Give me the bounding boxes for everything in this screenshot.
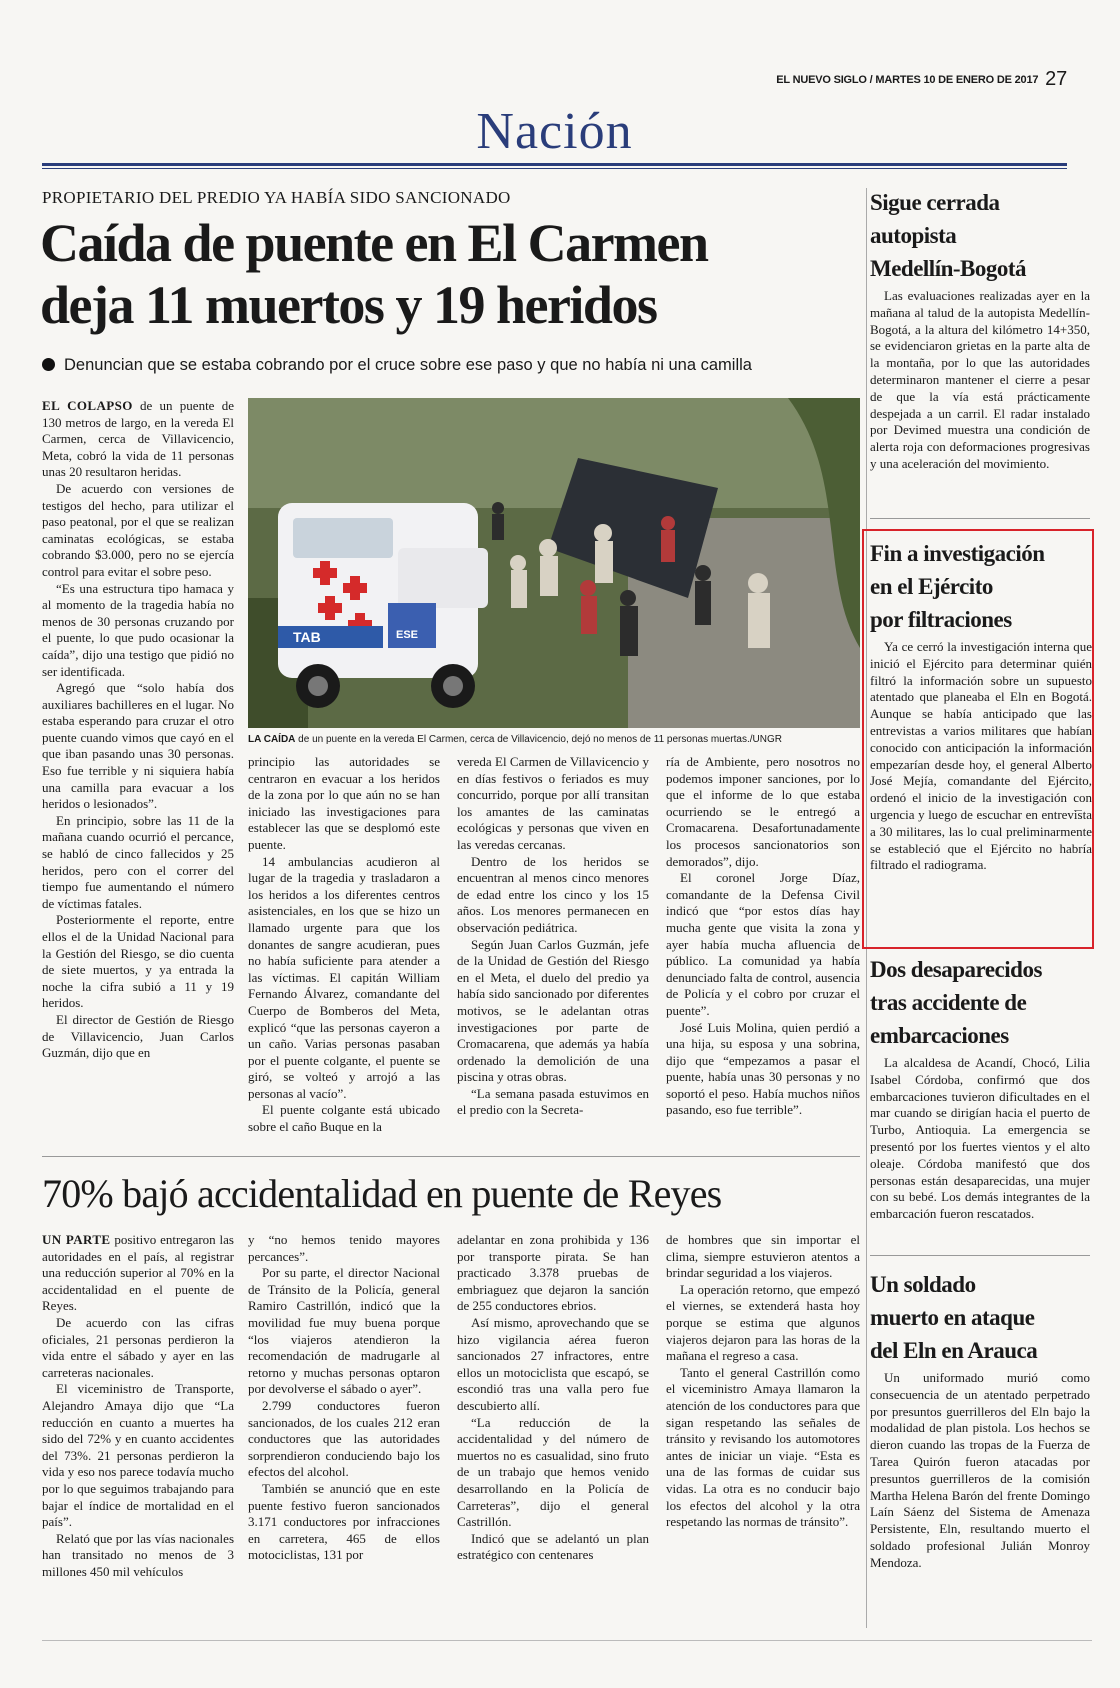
- paragraph: y “no hemos tenido mayores percances”.: [248, 1232, 440, 1264]
- paragraph: Según Juan Carlos Guzmán, jefe de la Unidad de Gestión del Riesgo en el Meta, el duelo del predio ya había sido sancionado por diferentes motivos, se le adelantan otras investigaciones por parte de Cromacarena, que además ya había ordenado la demolición de una piscina y otras obras.: [457, 936, 649, 1085]
- paragraph: Tanto el general Castrillón como el viceministro Amaya llamaron la atención de los conductores para que sigan respetando las señales de tránsito y revisando los automotores antes de iniciar un viaje. “Esta es una de las formas de cuidar sus vidas. La otra es no conducir bajo los efectos del alcohol y la otra respetando las normas de tránsito”.: [666, 1364, 860, 1530]
- main-column-4: [666, 754, 860, 1119]
- photo-label-ese: ESE: [396, 629, 419, 641]
- paragraph: ría de Ambiente, pero nosotros no podemos imponer sanciones, por lo que el informe de lo que estaba ocurriendo se le entregó a Cromacarena. Desafortunadamente los procesos sancionatorios son demorados”, dijo.: [666, 754, 860, 869]
- page-number: 27: [1045, 68, 1067, 90]
- folio: [776, 68, 1067, 91]
- paragraph: El viceministro de Transporte, Alejandro Amaya dijo que “La reducción en cuanto a muertes ha sido del 72% y en cuanto accidentes del 73%. 21 personas perdieron la vida y eso nos parece todavía mucho por lo que seguimos trabajando para bajar el índice de mortalidad en el país”.: [42, 1381, 234, 1530]
- article-subhead: [42, 356, 862, 375]
- article-divider: [42, 1156, 860, 1157]
- brief-body: La alcaldesa de Acandí, Chocó, Lilia Isabel Córdoba, confirmó que dos embarcaciones tuvieron dificultades en el mar cuando se dirigían hacia el puerto de Turbo, Antioquia. La emergencia se presentó por los fuertes vientos y el alto oleaje. Córdoba manifestó que dos personas están desaparecidas, una mujer con su bebé. Los demás integrantes de la embarcación fueron rescatados.: [870, 1055, 1090, 1222]
- lead-in: EL COLAPSO: [42, 398, 133, 413]
- second-column-1: [42, 1232, 234, 1580]
- main-column-1: [42, 398, 234, 1062]
- paragraph: José Luis Molina, quien perdió a una hija, su esposa y una sobrina, dijo que “empezamos a pasar el puente, había unas 30 personas y no soportó el peso. Había muchos niños pasando, eso fue terrible”.: [666, 1019, 860, 1118]
- brief-divider: [870, 1255, 1090, 1256]
- brief-body: Un uniformado murió como consecuencia de un atentado perpetrado por presuntos guerrilleros del Eln bajo la modalidad de plan pistola. Los hechos se dieron cuando las tropas de la Fuerza de Tarea Quirón fueron atacadas por presuntos guerrilleros de la comisión Martha Helena Barón del frente Domingo Laín Sáenz del Sistema de Amenaza Persistente, Eln, resultando muerto el soldado profesional Julián Monroy Mendoza.: [870, 1370, 1090, 1570]
- second-column-2: [248, 1232, 440, 1564]
- newspaper-name: EL NUEVO SIGLO: [776, 74, 867, 86]
- paragraph: Relató que por las vías nacionales han transitado no menos de 3 millones 450 mil vehículos: [42, 1530, 234, 1579]
- paragraph: UN PARTE positivo entregaron las autoridades en el país, al registrar una reducción superior al 70% en la accidentalidad en el puente de Reyes.: [42, 1232, 234, 1314]
- paragraph: Posteriormente el reporte, entre ellos el de la Unidad Nacional para la Gestión del Riesgo, se dio cuenta de siete muertos, y ya entrada la noche la cifra subió a 11 y 19 heridos.: [42, 912, 234, 1011]
- article-headline: [40, 212, 870, 336]
- paragraph: Indicó que se adelantó un plan estratégico con centenares: [457, 1530, 649, 1563]
- bridge-collapse-photo: [248, 398, 860, 728]
- paragraph: “La reducción de la accidentalidad y del número de muertos no es casualidad, sino fruto de un trabajo que hemos venido desarrollando en la Policía de Carreteras”, dijo el general Castrillón.: [457, 1414, 649, 1530]
- paragraph: 2.799 conductores fueron sancionados, de los cuales 212 eran conductores que las autoridades sorprendieron conduciendo bajo los efectos del alcohol.: [248, 1397, 440, 1480]
- brief-title: Dos desaparecidos tras accidente de embarcaciones: [870, 957, 1042, 1048]
- brief-title: Un soldado muerto en ataque del Eln en Arauca: [870, 1272, 1038, 1363]
- second-column-3: [457, 1232, 649, 1564]
- paragraph: principio las autoridades se centraron en evacuar a los heridos de la zona por lo que aún no se han iniciado las investigaciones para establecer las que se desplomó este puente.: [248, 754, 440, 852]
- paragraph: La operación retorno, que empezó el viernes, se extenderá hasta hoy porque se estima que algunos viajeros dejaron para las horas de la mañana el regreso a casa.: [666, 1281, 860, 1364]
- caption-text: de un puente en la vereda El Carmen, cerca de Villavicencio, dejó no menos de 11 personas muertas./UNGR: [295, 734, 782, 745]
- article-photo: [248, 398, 860, 728]
- paragraph: El director de Gestión de Riesgo de Villavicencio, Juan Carlos Guzmán, dijo que en: [42, 1011, 234, 1061]
- headline-line-1: Caída de puente en El Carmen: [40, 213, 708, 273]
- paragraph: También se anunció que en este puente festivo fueron sancionados 3.171 conductores por infracciones en carretera, 465 de ellos motociclistas, 131 por: [248, 1480, 440, 1563]
- brief-body: Ya ce cerró la investigación interna que inició el Ejército para determinar quién filtró la información sobre un supuesto atentado que planeaba el Eln en Bogotá. Aunque se había anticipado que las entrevistas a varios militares que habían conocido con anticipación la información empezarían desde hoy, el general Alberto José Mejía, comandante del Ejército, ordenó el inicio de la investigación con urgencia y luego de escuchar en entrevista a 30 militares, las lo cual preliminarmente se estableció que el Ejército no habría filtrado el radiograma.: [870, 639, 1092, 873]
- paragraph: “La semana pasada estuvimos en el predio con la Secreta-: [457, 1085, 649, 1118]
- paragraph: El puente colgante está ubicado sobre el caño Buque en la: [248, 1102, 440, 1135]
- brief-body: Las evaluaciones realizadas ayer en la mañana al talud de la autopista Medellín-Bogotá, a la altura del kilómetro 14+350, se evidenciaron grietas en la parte alta de la montaña, por lo que las autoridades determinaron mantener el cierre a pesar de que la vía está prácticamente despejada a un carril. El radar instalado por Devimed muestra una condición de alerta roja con deformaciones progresivas y una aceleración del movimiento.: [870, 288, 1090, 471]
- second-headline: 70% bajó accidentalidad en puente de Reyes: [42, 1171, 722, 1216]
- brief-divider: [870, 518, 1090, 519]
- page-bottom-rule: [42, 1640, 1092, 1641]
- section-rule-thin: [42, 168, 1067, 169]
- photo-caption: [248, 733, 860, 746]
- paragraph: Agregó que “solo había dos auxiliares bachilleres en el lugar. No estaba esperando para cruzar el otro puente cuando vimos que cayó en el que iban pasando unas 30 personas. Eso fue terrible y ni siquiera había una camilla para evacuar a los heridos o lesionados”.: [42, 680, 234, 812]
- paragraph: El coronel Jorge Díaz, comandante de la Defensa Civil indicó que “por estos días hay mucha gente que visita la zona y ayer había mucha afluencia de público. La comunidad ya había denunciado falta de control, ausencia de Policía y el cobro por cruzar el puente”.: [666, 870, 860, 1018]
- paragraph: “Es una estructura tipo hamaca y al momento de la tragedia había no menos de 30 personas cruzando por el puente, lo que pudo ocasionar la caída”, dijo una testigo que pidió no ser identificada.: [42, 580, 234, 679]
- lead-in: UN PARTE: [42, 1232, 111, 1247]
- second-column-4: [666, 1232, 860, 1531]
- photo-label-tab: TAB: [293, 629, 321, 645]
- headline-line-2: deja 11 muertos y 19 heridos: [40, 275, 657, 335]
- subhead-text: Denuncian que se estaba cobrando por el cruce sobre ese paso y que no había ni una camilla: [64, 356, 752, 374]
- paragraph: vereda El Carmen de Villavicencio y en días festivos o feriados es muy concurrido, porque por allí transitan los amantes de las caminatas ecológicas y personas que viven en las veredas cercanas.: [457, 754, 649, 852]
- paragraph: de hombres que sin importar el clima, siempre estuvieron atentos a brindar seguridad a los viajeros.: [666, 1232, 860, 1281]
- paragraph: 14 ambulancias acudieron al lugar de la tragedia y trasladaron a los heridos a los diferentes centros asistenciales, en los que se hizo un llamado urgente para que los donantes de sangre acudieran, pues no había suficiente para atender a las víctimas. El capitán William Fernando Álvarez, comandante del Cuerpo de Bomberos del Meta, explicó “que las personas cayeron a un caño. Varias personas pasaban por el puente colgante, el puente se giró, se volteó y arrojó a las personas al vacío”.: [248, 853, 440, 1101]
- masthead: [42, 60, 1067, 160]
- paragraph: Así mismo, aprovechando que se hizo vigilancia aérea fueron sancionados 27 infractores, entre ellos un motociclista que escapó, se escondió tras una valla pero fue descubierto allí.: [457, 1314, 649, 1413]
- section-title: Nación: [476, 103, 633, 160]
- main-column-3: [457, 754, 649, 1119]
- brief-title: Sigue cerrada autopista Medellín-Bogotá: [870, 190, 1027, 281]
- article-kicker: PROPIETARIO DEL PREDIO YA HABÍA SIDO SANCIONADO: [42, 188, 511, 207]
- paragraph: Por su parte, el director Nacional de Tránsito de la Policía, general Ramiro Castrillón, indicó que la movilidad fue muy buena porque “los viajeros atendieron la recomendación de madrugarle al retorno y muchas personas optaron por devolverse el sábado o ayer”.: [248, 1265, 440, 1397]
- paragraph: De acuerdo con las cifras oficiales, 21 personas perdieron la vida entre el sábado y ayer en las carreteras nacionales.: [42, 1314, 234, 1380]
- section-rule: [42, 163, 1067, 166]
- caption-lead: LA CAÍDA: [248, 734, 296, 745]
- main-column-2: [248, 754, 440, 1136]
- paragraph: EL COLAPSO de un puente de 130 metros de largo, en la vereda El Carmen, cerca de Villavicencio, Meta, cobró la vida de 11 personas unas 20 resultaron heridas.: [42, 398, 234, 480]
- paragraph: De acuerdo con versiones de testigos del hecho, para utilizar el paso peatonal, por el que se realizan caminatas ecológicas, se estaba cobrando $3.000, pero no se ejercía control para evitar el sobre peso.: [42, 480, 234, 579]
- bullet-icon: [42, 358, 55, 371]
- paragraph: En principio, sobre las 11 de la mañana cuando ocurrió el percance, se habló de cinco fallecidos y 25 heridos, pero con el correr del tiempo fue aumentando el número de víctimas fatales.: [42, 812, 234, 911]
- paragraph: adelantar en zona prohibida y 136 por transporte pirata. Se han practicado 3.378 pruebas de embriaguez que dejaron la sanción de 255 conductores ebrios.: [457, 1232, 649, 1314]
- issue-date: / MARTES 10 DE ENERO DE 2017: [869, 74, 1039, 86]
- paragraph: Dentro de los heridos se encuentran al menos cinco menores de edad entre los cinco y los 15 años. Los menores permanecen en observación pediátrica.: [457, 853, 649, 935]
- brief-title: Fin a investigación en el Ejército por filtraciones: [870, 541, 1045, 632]
